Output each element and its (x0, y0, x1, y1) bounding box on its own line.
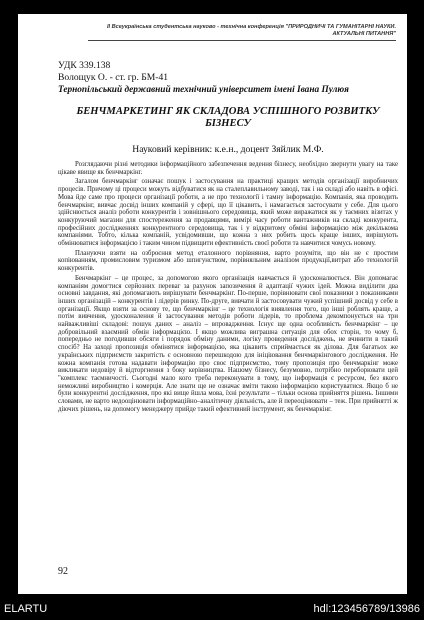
repository-name: ELARTU (4, 603, 48, 615)
repository-footer (0, 601, 424, 620)
author-line: Волощук О. - ст. гр. БМ-41 (58, 72, 169, 83)
paragraph: Загалом бенчмаркінг означає пошук і застосування на практиці кращих методів організації виробничих процесів. Причому ці процеси можуть відбуватися як на сталеплавильному заводі, так і на складі або навіть в офісі. Мова йде саме про процеси організації роботи, а не про технології і тамну інформацію. Компанія, яка проводить бенчмаркінг, вивчає досвід інших компаній у сфері, що її цікавить, і намагається застосувати у себе. Для цього здійснюється аналіз роботи конкурентів і зовнішнього середовища, який може виражатися як у таємних візитах у конкуруючий магазин для спостереження за продавцями, вимірі часу роботи вантажників на складі конкурента, професійних дослідженнях конкурентного середовища, так і у відкритому обміні інформацією між декількома компаніями. Тобто, кілька компаній, усвідомивши, що кожна з них робить щось краще інших, вирішують обмінюватися інформацією і таким чином підвищити ефективність своєї роботи та навчитися чомусь новому. (58, 178, 398, 248)
udc-code: УДК 339.138 (58, 60, 111, 71)
conference-header-line2: АКТУАЛЬНІ ПИТАННЯ" (332, 31, 396, 37)
body-text (58, 161, 398, 414)
paragraph: Бенчмаркінг – це процес, за допомогою якого організація навчається й удосконалюється. Він допомагає компаніям домогтися серйозних переваг за рахунок запозичення й адаптації чужих ідей. Можна виділити два основні завдання, які допомагають вирішувати бенчмаркінг. По-перше, порівнювати свої показники з показниками інших організацій – конкурентів і лідерів ринку. По-друге, вивчати й застосовувати чужий успішний досвід у себе в організації. Якщо взяти за основу те, що бенчмаркінг – це технологія виявлення того, що інші роблять краще, а потім вивчення, удосконалення й застосування методів роботи лідерів, то проблема декомпонується на три найважливіші складові: пошук даних – аналіз – впровадження. Існує ще одна особливість бенчмаркінг – це добровільний взаємний обмін інформацією. І якщо можлива виграшна ситуація для обох сторін, то чому б, попередньо не погодивши обсяги і порядок обміну даними, логіку проведення досліджень, не вчинити в такий спосіб? На заході пропозиція обмінятися інформацією, яка цікавить сприймається як ділова. Для багатьох же українських підприємств закритість є основною перешкодою для ініціювання бенчмаркінгового дослідження. Не кожна компанія готова надавати інформацію про своє підприємство, тому пропозиція про бенчмаркінг може викликати недовіру й відторгнення з боку керівництва. Нашому бізнесу, безумовно, потрібно переборювати цей "комплекс таємничості. Сьогодні мало кого треба переконувати в тому, що інформація є ресурсом, без якого неможливі виробництво і комерція. Але знати ще не означає вміти такою інформацією користуватися. Якщо б не були конкурентні дослідження, про які вище йшла мова, їхні результати – тільки основа прийняття рішень. Іншими словами, не варто недооцінювати інформаційно–аналітичну діяльність, але й переоцінювати – теж. При прийнятті ж діючих рішень, на допомогу менеджеру прийде такий ефективний інструмент, як бенчмаркінг. (58, 274, 398, 413)
paper-title: БЕНЧМАРКЕТИНГ ЯК СКЛАДОВА УСПІШНОГО РОЗВИТКУ БІЗНЕСУ (76, 106, 380, 129)
conference-header-line1: ІІ Всеукраїнська студентська науково - технічна конференція "ПРИРОДНИЧІ ТА ГУМАНІТАРНІ НАУКИ. (106, 24, 396, 30)
handle-id: hdl:123456789/13986 (313, 603, 420, 615)
page-number: 92 (58, 566, 68, 577)
paragraph: Плануючи взяти на озброєння метод еталонного порівняння, варто розуміти, що він не є простим копіюванням, промисловим туризмом або шпигунством, порівняльним аналізом продукції,витрат або технологій конкурентів. (58, 249, 398, 273)
conference-header (88, 24, 396, 38)
header-rule (88, 40, 396, 41)
paragraph: Розглядаючи різні методики інформаційного забезпечення ведення бізнесу, необхідно звернути увагу на таке цікаве явище як бенчмаркінг. (58, 161, 398, 176)
university-line: Тернопільський державний технічний університет імені Івана Пулюя (58, 85, 349, 95)
paper-page (18, 14, 407, 594)
advisor-line: Науковий керівник: к.е.н., доцент Зяйлик М.Ф. (132, 144, 324, 155)
